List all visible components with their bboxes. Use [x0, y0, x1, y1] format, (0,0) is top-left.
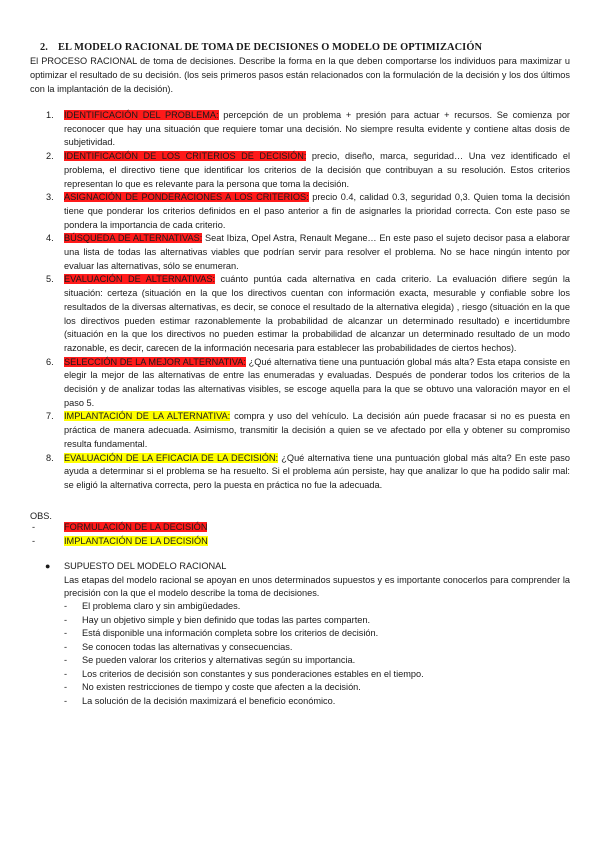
step-item [40, 356, 570, 411]
assumption-text: El problema claro y sin ambigüedades. [82, 600, 241, 611]
assumption-text: La solución de la decisión maximizará el beneficio económico. [82, 696, 336, 707]
section-title: EL MODELO RACIONAL DE TOMA DE DECISIONES O MODELO DE OPTIMIZACIÓN [58, 42, 483, 53]
assumptions-intro: Las etapas del modelo racional se apoyan en unos determinados supuestos y es importante conocerlos para comprender la precisión con la que el modelo describe la toma de decisiones. [64, 574, 570, 598]
intro-paragraph: El PROCESO RACIONAL de toma de decisiones. Describe la forma en la que deben comportarse los individuos para maximizar u optimizar el resultado de su decisión. (los seis primeros pasos están relacionados con la formulación de la decisión y los dos últimos con la implantación de la decisión). [30, 56, 570, 94]
step-title: EVALUACIÓN DE ALTERNATIVAS: [64, 274, 216, 285]
assumption-text: Los criterios de decisión son constantes y sus ponderaciones estables en el tiempo. [82, 668, 424, 679]
assumption-text: Se pueden valorar los criterios y alternativas según su importancia. [82, 655, 356, 666]
step-title: EVALUACIÓN DE LA EFICACIA DE LA DECISIÓN: [64, 452, 279, 463]
dash-marker: - [64, 600, 68, 611]
steps-list [40, 109, 570, 493]
dash-marker: - [64, 668, 68, 679]
dash-marker: - [64, 696, 68, 707]
obs-item-text: FORMULACIÓN DE LA DECISIÓN [64, 522, 208, 532]
bullet-icon: ● [45, 561, 51, 571]
step-item [40, 191, 570, 232]
dash-marker: - [32, 522, 36, 532]
step-text: ¿Qué alternativa tiene una puntuación global más alta? Esta etapa consiste en elegir la mejor de las alternativas de entre las enumeradas y evaluadas. Después de ponderar todos los criterios de la decisión y de analizar todas las alternativas visibles, se escoge aquella para la que se obtuvo una valoración mayor en el paso 5. [64, 356, 570, 408]
obs-item [30, 534, 208, 548]
assumption-item [64, 681, 570, 695]
assumption-text: No existen restricciones de tiempo y coste que afecten a la decisión. [82, 682, 361, 693]
step-number: 5. [46, 274, 54, 285]
assumption-text: Hay un objetivo simple y bien definido que todas las partes comparten. [82, 614, 371, 625]
dash-marker: - [64, 628, 68, 639]
step-text: compra y uso del vehículo. La decisión aún puede fracasar si no es puesta en práctica de manera adecuada. Asimismo, transmitir la decisión a quien se ve afectado por ella y obtener su compromiso resulta fundamental. [64, 411, 570, 449]
assumption-item [64, 641, 570, 655]
step-text: percepción de un problema + presión para actuar + recursos. Se comienza por reconocer que hay una situación que requiere tomar una decisión. No siempre resulta evidente y contiene altas dosis de subjetividad. [64, 110, 570, 148]
step-title: IDENTIFICACIÓN DEL PROBLEMA: [64, 110, 219, 120]
step-text: precio, diseño, marca, seguridad… Una vez identificado el problema, el directivo tiene que identificar los criterios de la decisión que contribuyan a su resolución. Estos criterios representan lo que es relevante para la persona que toma la decisión. [64, 151, 570, 189]
step-number: 3. [46, 192, 54, 203]
step-text: precio 0.4, calidad 0.3, seguridad 0,3. Quien toma la decisión tiene que ponderar los criterios definidos en el paso anterior a fin de asignarles la prioridad correcta. Con este paso se pondera la importancia de cada criterio. [64, 192, 570, 230]
dash-marker: - [64, 682, 68, 693]
step-title: BÚSQUEDA DE ALTERNATIVAS: [64, 233, 203, 244]
step-item [40, 452, 570, 493]
step-number: 4. [46, 233, 54, 244]
assumption-item [64, 600, 570, 614]
assumption-item [64, 654, 570, 668]
section-heading [40, 42, 580, 53]
assumption-text: Se conocen todas las alternativas y consecuencias. [82, 641, 293, 652]
assumption-item [64, 627, 570, 641]
step-number: 6. [46, 356, 54, 367]
step-number: 7. [46, 411, 54, 422]
obs-item-text: IMPLANTACIÓN DE LA DECISIÓN [64, 536, 208, 546]
assumption-item [64, 668, 570, 682]
assumptions-section [44, 560, 570, 709]
dash-marker: - [64, 614, 68, 625]
step-text: Seat Ibiza, Opel Astra, Renault Megane… En este paso el sujeto decisor pasa a elaborar una lista de todas las alternativas viables que podrían servir para resolver el problema. No se hace ningún intento por evaluar las alternativas, sólo se enumeran. [64, 233, 570, 271]
step-number: 2. [46, 151, 54, 162]
step-item [40, 232, 570, 273]
step-number: 8. [46, 452, 54, 463]
assumptions-list [44, 600, 570, 709]
step-text: cuánto puntúa cada alternativa en cada criterio. La evaluación difiere según la situación: certeza (situación en la que los directivos cuentan con información exacta, mesurable y confiable sobre los resultados de la diversas alternativas, es decir, se conoce el resultado de la alternativa elegida) , riesgo (situación en la que los directivos pueden estimar razonablemente la probabilidad de alcanzar un determinado resultado) e incertidumbre (situación en la que los directivos no pueden estimar la probabilidad de alcanzar un determinado resultado de un modo razonable, es decir, carecen de la información necesaria para establecer las probabilidades de ciertos hechos). [64, 274, 570, 353]
assumption-item [64, 614, 570, 628]
dash-marker: - [64, 655, 68, 666]
obs-list [30, 520, 208, 548]
section-number: 2. [40, 42, 48, 53]
assumption-text: Está disponible una información completa sobre los criterios de decisión. [82, 628, 379, 639]
dash-marker: - [32, 536, 36, 546]
assumptions-title-row [44, 560, 570, 574]
step-item [40, 410, 570, 451]
assumption-item [64, 695, 570, 709]
step-title: IDENTIFICACIÓN DE LOS CRITERIOS DE DECISIÓN: [64, 151, 307, 162]
step-number: 1. [46, 110, 54, 120]
step-title: SELECCIÓN DE LA MEJOR ALTERNATIVA: [64, 356, 246, 367]
step-item [40, 150, 570, 191]
assumptions-title: SUPUESTO DEL MODELO RACIONAL [64, 561, 227, 571]
dash-marker: - [64, 641, 68, 652]
step-title: ASIGNACIÓN DE PONDERACIONES A LOS CRITERIOS: [64, 192, 309, 203]
step-title: IMPLANTACIÓN DE LA ALTERNATIVA: [64, 411, 231, 422]
step-text: ¿Qué alternativa tiene una puntuación global más alta? En este paso ayuda a determinar si el problema se ha resuelto. Si el problema aún persiste, hay que analizar lo que ha podido salir mal: se eligió la alternativa correcta, pero la puesta en práctica no fue la adecuada. [64, 452, 570, 490]
step-item [40, 273, 570, 355]
obs-item [30, 520, 208, 534]
obs-label: OBS. [30, 511, 52, 521]
step-item [40, 109, 570, 150]
